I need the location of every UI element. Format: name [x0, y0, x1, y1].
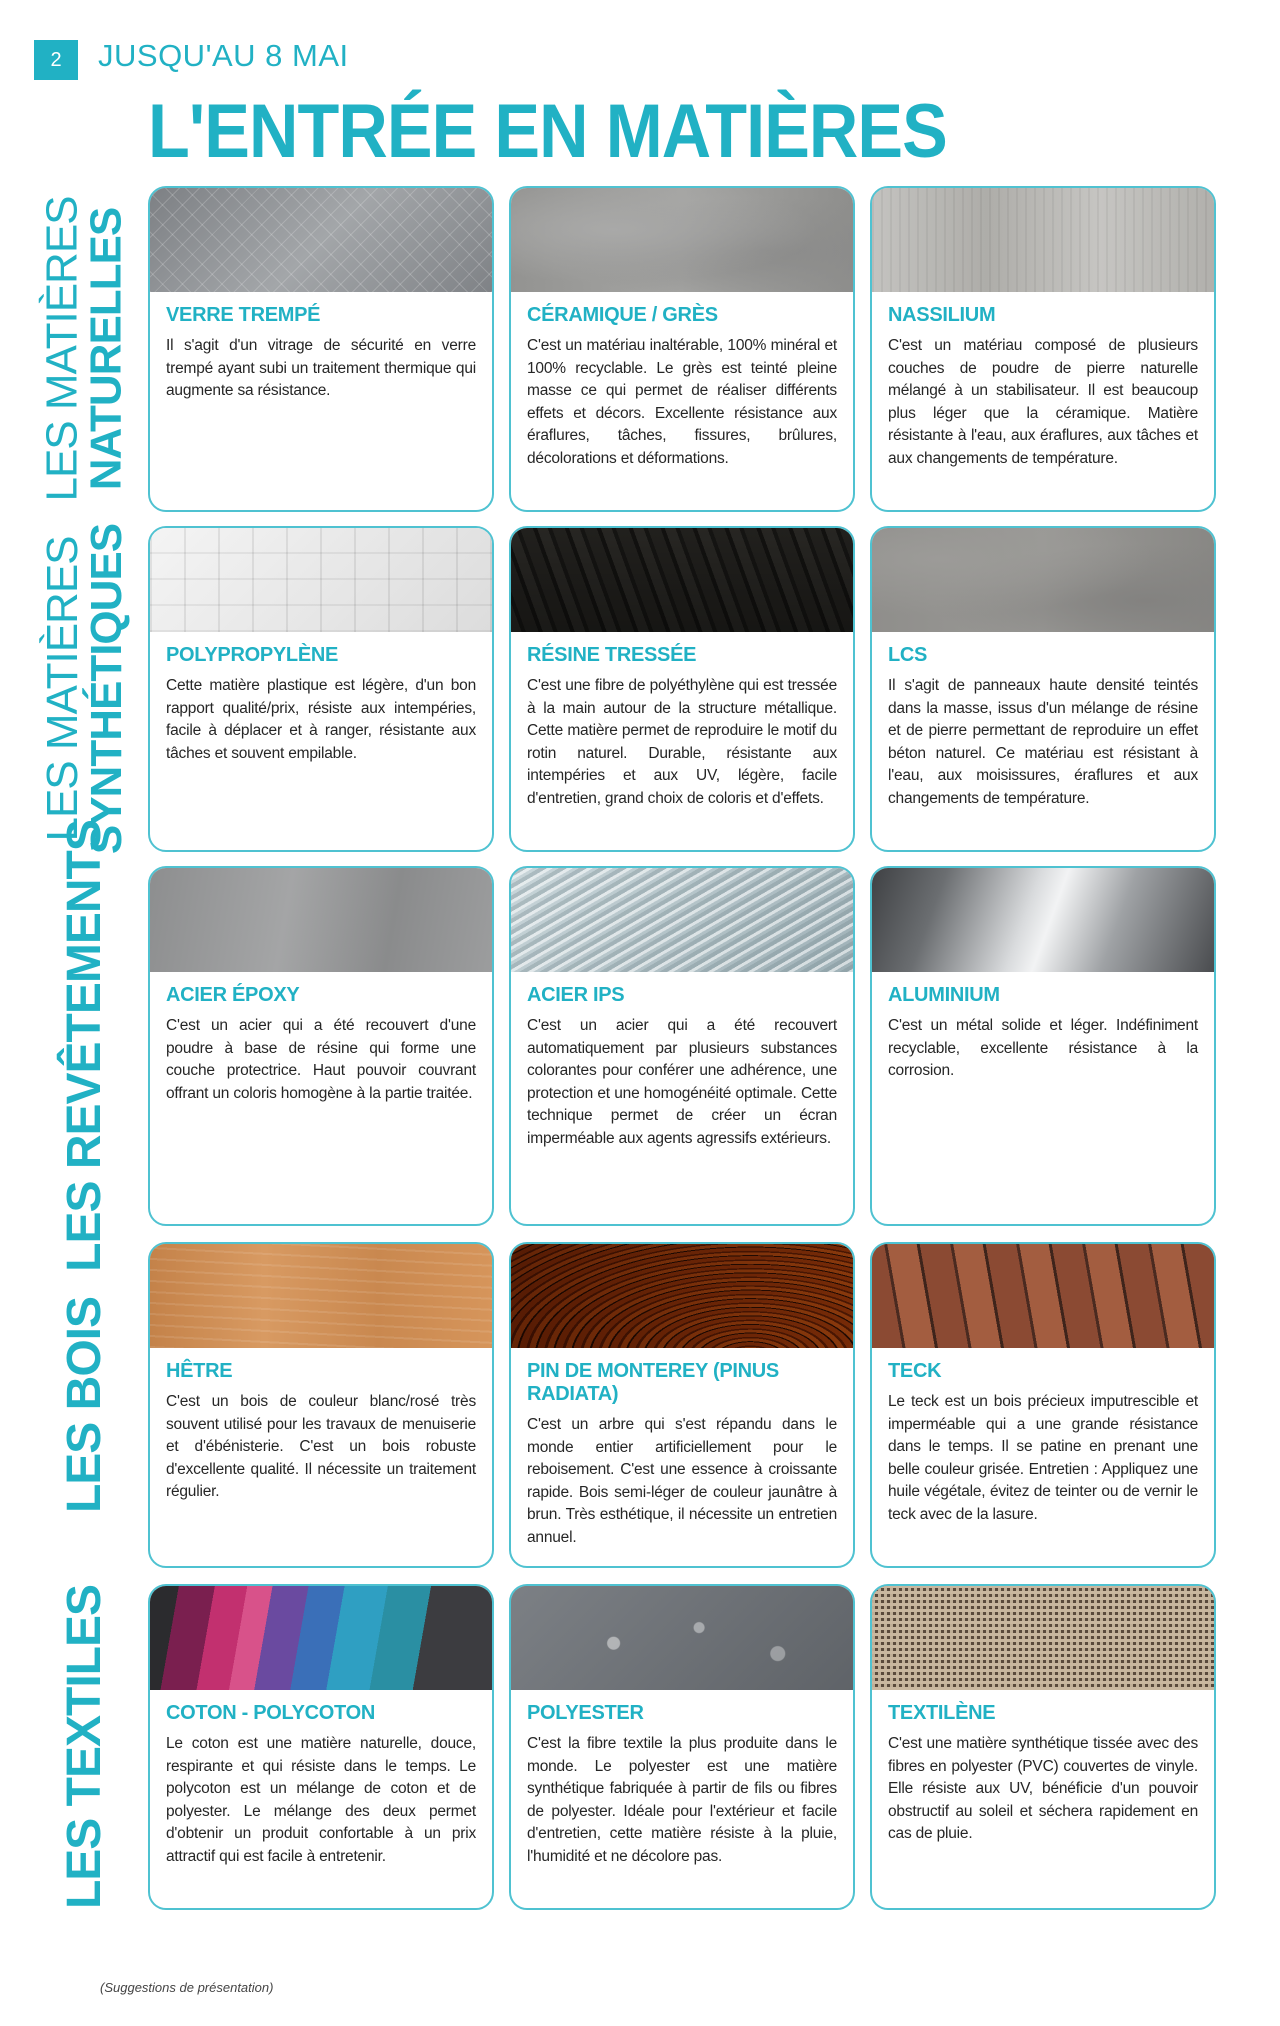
material-description: Le teck est un bois précieux imputrescible et imperméable qui a une grande résistance dans le temps. Il se patine en prenant une belle couleur grisée. Entretien : Appliquez une huile végétale, évitez de teinter ou de vernir le teck avec de la lasure. [888, 1393, 1198, 1523]
material-card-verre-trempe [148, 186, 494, 512]
material-description: Il s'agit d'un vitrage de sécurité en verre trempé ayant subi un traitement thermique qui augmente sa résistance. [166, 337, 476, 399]
material-photo [150, 1586, 492, 1690]
material-photo [511, 1244, 853, 1348]
material-card-polypropylene [148, 526, 494, 852]
material-card-acier-ips [509, 866, 855, 1226]
material-card-lcs [870, 526, 1216, 852]
material-title: POLYESTER [527, 1702, 644, 1724]
material-photo [511, 528, 853, 632]
section-label-bois: LES BOIS [58, 1296, 112, 1514]
material-photo [872, 868, 1214, 972]
material-description: C'est un acier qui a été recouvert automatiquement par plusieurs substances colorantes pour conférer une adhérence, une protection et une homogénéité optimale. Cette technique permet de créer un écran imperméable aux agents agressifs extérieurs. [527, 1017, 837, 1147]
material-title: LCS [888, 644, 928, 666]
material-card-textilene [870, 1584, 1216, 1910]
material-photo [150, 528, 492, 632]
material-description: C'est la fibre textile la plus produite dans le monde. Le polyester est une matière synthétique fabriquée à partir de fils ou fibres de polyester. Idéale pour l'extérieur et facile d'entretien, cette matière résiste à la pluie, l'humidité et ne décolore pas. [527, 1735, 837, 1865]
material-card-ceramique-gres [509, 186, 855, 512]
material-title: ACIER ÉPOXY [166, 984, 300, 1006]
material-description: Il s'agit de panneaux haute densité teintés dans la masse, issus d'un mélange de résine et de pierre permettant de reproduire un effet béton naturel. Ce matériau est résistant à l'eau, aux moisissures, éraflures et aux changements de température. [888, 677, 1198, 807]
material-card-acier-epoxy [148, 866, 494, 1226]
material-photo [511, 188, 853, 292]
material-title: ACIER IPS [527, 984, 625, 1006]
page-number: 2 [34, 40, 78, 80]
page-title: L'ENTRÉE EN MATIÈRES [148, 89, 947, 174]
material-description: C'est un matériau inaltérable, 100% minéral et 100% recyclable. Le grès est teinté pleine masse ce qui permet de réaliser différents effets et décors. Excellente résistance aux éraflures, tâches, fissures, brûlures, décolorations et déformations. [527, 337, 837, 467]
material-title: COTON - POLYCOTON [166, 1702, 376, 1724]
material-card-resine-tressee [509, 526, 855, 852]
material-photo [872, 188, 1214, 292]
material-description: C'est un arbre qui s'est répandu dans le monde entier artificiellement pour le reboisement. C'est une essence à croissante rapide. Bois semi-léger de couleur jaunâtre à brun. Très esthétique, il nécessite un entretien annuel. [527, 1416, 837, 1546]
material-title: CÉRAMIQUE / GRÈS [527, 304, 718, 326]
material-photo [872, 1586, 1214, 1690]
material-photo [150, 868, 492, 972]
material-title: VERRE TREMPÉ [166, 304, 321, 326]
material-description: Cette matière plastique est légère, d'un bon rapport qualité/prix, résiste aux intempéries, facile à déplacer et à ranger, résistante aux tâches et souvent empilable. [166, 677, 476, 762]
material-photo [150, 188, 492, 292]
material-description: C'est une fibre de polyéthylène qui est tressée à la main autour de la structure métallique. Cette matière permet de reproduire le motif du rotin naturel. Durable, résistante aux intempéries et aux UV, légère, facile d'entretien, grand choix de coloris et d'effets. [527, 677, 837, 807]
material-photo [511, 868, 853, 972]
material-title: PIN DE MONTEREY (PINUS RADIATA) [527, 1360, 779, 1405]
material-title: RÉSINE TRESSÉE [527, 644, 697, 666]
footnote: (Suggestions de présentation) [100, 1980, 274, 1995]
material-card-polyester [509, 1584, 855, 1910]
section-label-naturelles: LES MATIÈRES NATURELLES [38, 196, 132, 502]
material-title: ALUMINIUM [888, 984, 1000, 1006]
material-photo [511, 1586, 853, 1690]
material-card-nassilium [870, 186, 1216, 512]
section-label-revetements: LES REVÊTEMENTS [58, 820, 112, 1272]
section-label-synthetiques: LES MATIÈRES SYNTHÉTIQUES [38, 523, 131, 855]
material-description: C'est un bois de couleur blanc/rosé très souvent utilisé pour les travaux de menuiserie et d'ébénisterie. C'est un bois robuste d'excellente qualité. Il nécessite un traitement régulier. [166, 1393, 476, 1500]
date-line: JUSQU'AU 8 MAI [98, 38, 349, 73]
material-title: NASSILIUM [888, 304, 996, 326]
material-description: C'est un métal solide et léger. Indéfiniment recyclable, excellente résistance à la corrosion. [888, 1017, 1198, 1079]
material-card-teck [870, 1242, 1216, 1568]
material-photo [872, 1244, 1214, 1348]
material-card-aluminium [870, 866, 1216, 1226]
material-photo [872, 528, 1214, 632]
material-description: C'est un acier qui a été recouvert d'une poudre à base de résine qui forme une couche protectrice. Haut pouvoir couvrant offrant un coloris homogène à la partie traitée. [166, 1017, 476, 1102]
material-description: C'est une matière synthétique tissée avec des fibres en polyester (PVC) couvertes de vinyle. Elle résiste aux UV, bénéficie d'un pouvoir obstructif au soleil et séchera rapidement en cas de pluie. [888, 1735, 1198, 1842]
material-description: C'est un matériau composé de plusieurs couches de poudre de pierre naturelle mélangé à un stabilisateur. Il est beaucoup plus léger que la céramique. Matière résistante à l'eau, aux éraflures, aux tâches et aux changements de température. [888, 337, 1198, 467]
material-title: HÊTRE [166, 1360, 233, 1382]
material-description: Le coton est une matière naturelle, douce, respirante et qui résiste dans le temps. Le polycoton est un mélange de coton et de polyester. Le mélange des deux permet d'obtenir un produit confortable à un prix attractif qui est facile à entretenir. [166, 1735, 476, 1865]
material-card-coton-polycoton [148, 1584, 494, 1910]
material-photo [150, 1244, 492, 1348]
material-title: POLYPROPYLÈNE [166, 644, 339, 666]
material-title: TEXTILÈNE [888, 1702, 996, 1724]
material-title: TECK [888, 1360, 942, 1382]
section-label-textiles: LES TEXTILES [58, 1584, 112, 1910]
material-card-hetre [148, 1242, 494, 1568]
material-card-pin-de-monterey [509, 1242, 855, 1568]
